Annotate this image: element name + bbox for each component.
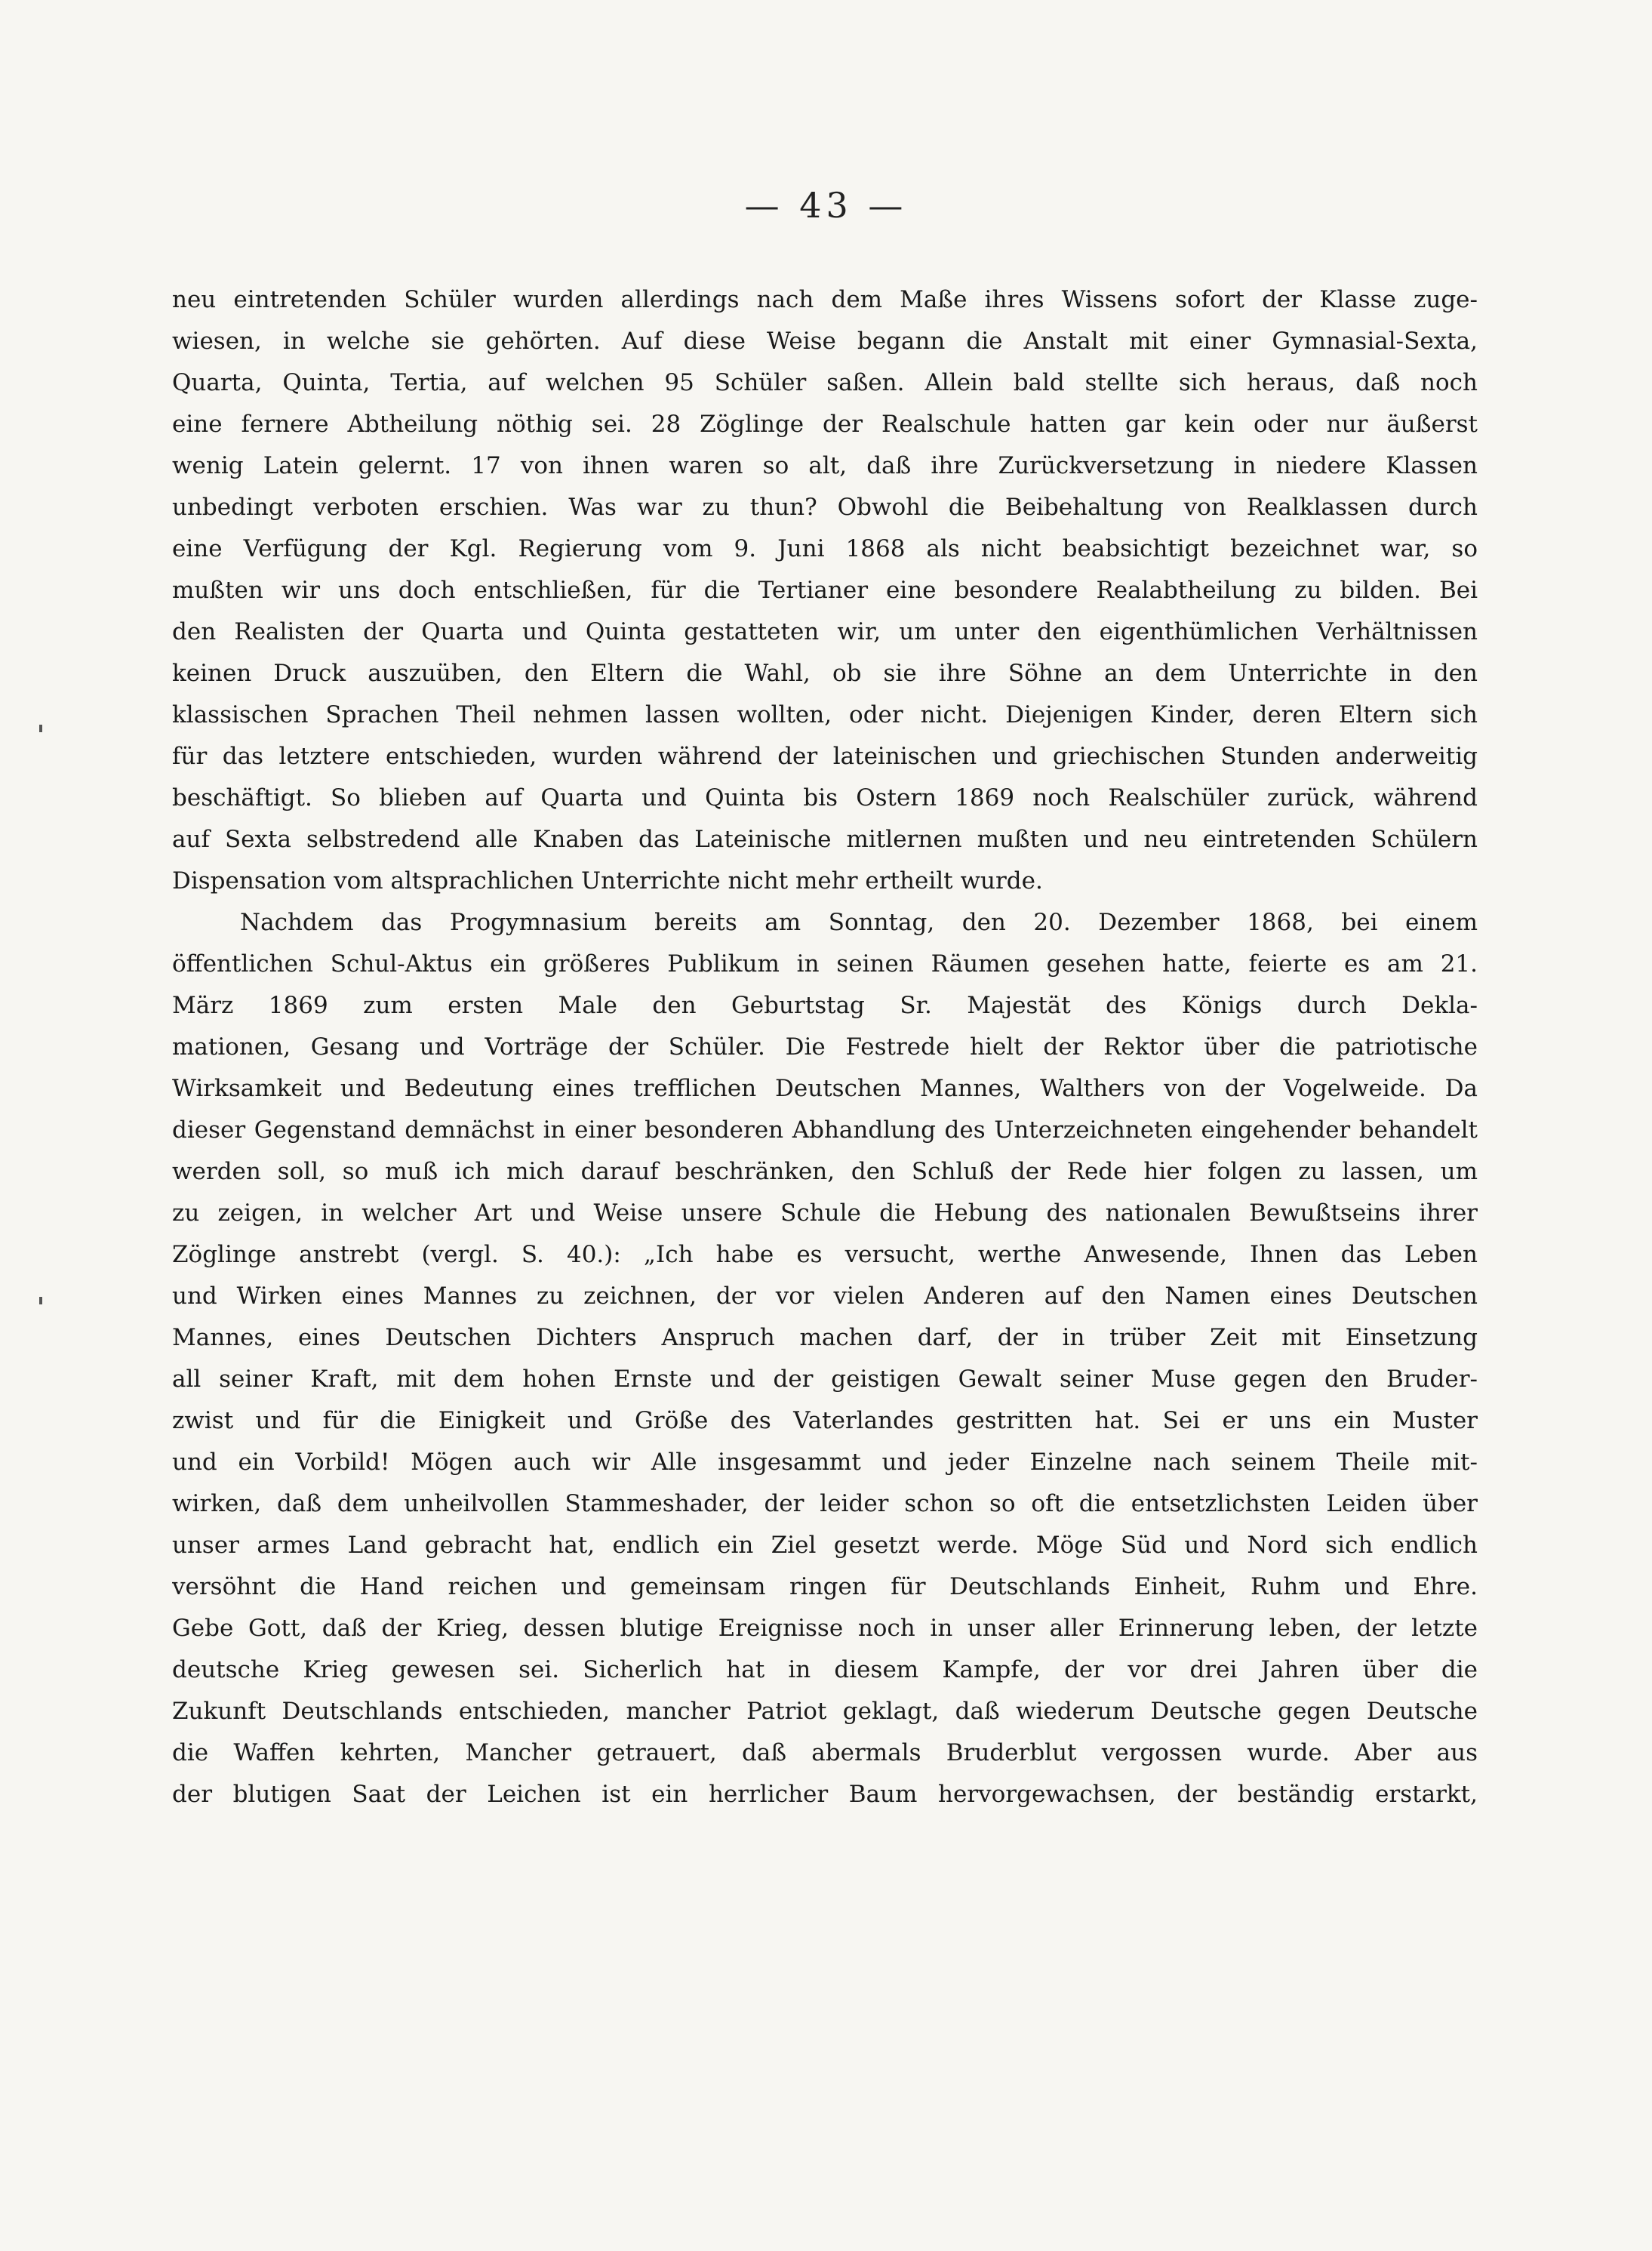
text-line: den Realisten der Quarta und Quinta gestatteten wir, um unter den eigenthümlichen Verhältnissen [172, 618, 1478, 645]
text-line: zwist und für die Einigkeit und Größe des Vaterlandes gestritten hat. Sei er uns ein Muster [172, 1407, 1478, 1434]
text-line: Mannes, eines Deutschen Dichters Anspruch machen darf, der in trüber Zeit mit Einsetzung [172, 1324, 1478, 1351]
text-line: und Wirken eines Mannes zu zeichnen, der vor vielen Anderen auf den Namen eines Deutschen [172, 1283, 1478, 1310]
text-line: klassischen Sprachen Theil nehmen lassen wollten, oder nicht. Diejenigen Kinder, deren Eltern sich [172, 701, 1478, 728]
text-line: eine Verfügung der Kgl. Regierung vom 9. Juni 1868 als nicht beabsichtigt bezeichnet war, so [172, 535, 1478, 562]
text-line: eine fernere Abtheilung nöthig sei. 28 Zöglinge der Realschule hatten gar kein oder nur äußerst [172, 411, 1478, 438]
text-line: Gebe Gott, daß der Krieg, dessen blutige Ereignisse noch in unser aller Erinnerung leben, der letzte [172, 1615, 1478, 1642]
text-line: keinen Druck auszuüben, den Eltern die Wahl, ob sie ihre Söhne an dem Unterrichte in den [172, 660, 1478, 687]
text-line: mußten wir uns doch entschließen, für die Tertianer eine besondere Realabtheilung zu bilden. Bei [172, 577, 1478, 604]
text-line: Quarta, Quinta, Tertia, auf welchen 95 Schüler saßen. Allein bald stellte sich heraus, daß noch [172, 369, 1478, 396]
text-line: für das letztere entschieden, wurden während der lateinischen und griechischen Stunden anderweitig [172, 743, 1478, 770]
text-line: versöhnt die Hand reichen und gemeinsam ringen für Deutschlands Einheit, Ruhm und Ehre. [172, 1573, 1478, 1600]
text-line: die Waffen kehrten, Mancher getrauert, daß abermals Bruderblut vergossen wurde. Aber aus [172, 1739, 1478, 1766]
margin-mark [39, 725, 42, 732]
text-line: unser armes Land gebracht hat, endlich ein Ziel gesetzt werde. Möge Süd und Nord sich endlich [172, 1532, 1478, 1559]
text-line: mationen, Gesang und Vorträge der Schüler. Die Festrede hielt der Rektor über die patriotische [172, 1033, 1478, 1061]
text-line: auf Sexta selbstredend alle Knaben das Lateinische mitlernen mußten und neu eintretenden Schülern [172, 826, 1478, 853]
text-line: Zöglinge anstrebt (vergl. S. 40.): „Ich habe es versucht, werthe Anwesende, Ihnen das Leben [172, 1241, 1478, 1268]
text-line: unbedingt verboten erschien. Was war zu thun? Obwohl die Beibehaltung von Realklassen durch [172, 494, 1478, 521]
text-line: Zukunft Deutschlands entschieden, mancher Patriot geklagt, daß wiederum Deutsche gegen Deutsche [172, 1698, 1478, 1725]
text-line: und ein Vorbild! Mögen auch wir Alle insgesammt und jeder Einzelne nach seinem Theile mit- [172, 1449, 1478, 1476]
text-line: werden soll, so muß ich mich darauf beschränken, den Schluß der Rede hier folgen zu lassen, um [172, 1158, 1478, 1185]
text-line: wiesen, in welche sie gehörten. Auf diese Weise begann die Anstalt mit einer Gymnasial-Sexta, [172, 328, 1478, 355]
text-line: wenig Latein gelernt. 17 von ihnen waren so alt, daß ihre Zurückversetzung in niedere Klassen [172, 452, 1478, 479]
text-line: öffentlichen Schul-Aktus ein größeres Publikum in seinen Räumen gesehen hatte, feierte es am 21. [172, 950, 1478, 978]
page-number: — 43 — [744, 185, 908, 226]
text-line: der blutigen Saat der Leichen ist ein herrlicher Baum hervorgewachsen, der beständig erstarkt, [172, 1781, 1478, 1808]
text-line: zu zeigen, in welcher Art und Weise unsere Schule die Hebung des nationalen Bewußtseins ihrer [172, 1199, 1478, 1227]
text-line: neu eintretenden Schüler wurden allerdings nach dem Maße ihres Wissens sofort der Klasse zuge- [172, 286, 1478, 313]
text-line: März 1869 zum ersten Male den Geburtstag Sr. Majestät des Königs durch Dekla- [172, 992, 1478, 1019]
text-line: Wirksamkeit und Bedeutung eines trefflichen Deutschen Mannes, Walthers von der Vogelweide. Da [172, 1075, 1478, 1102]
text-line: beschäftigt. So blieben auf Quarta und Quinta bis Ostern 1869 noch Realschüler zurück, während [172, 784, 1478, 811]
text-line: deutsche Krieg gewesen sei. Sicherlich hat in diesem Kampfe, der vor drei Jahren über die [172, 1656, 1478, 1683]
text-line: dieser Gegenstand demnächst in einer besonderen Abhandlung des Unterzeichneten eingehender behandelt [172, 1116, 1478, 1144]
margin-mark [39, 1297, 42, 1304]
text-line: Dispensation vom altsprachlichen Unterrichte nicht mehr ertheilt wurde. [172, 867, 1043, 895]
text-line: wirken, daß dem unheilvollen Stammeshader, der leider schon so oft die entsetzlichsten Leiden über [172, 1490, 1478, 1517]
text-line: all seiner Kraft, mit dem hohen Ernste und der geistigen Gewalt seiner Muse gegen den Bruder- [172, 1366, 1478, 1393]
paragraph-start-line: Nachdem das Progymnasium bereits am Sonntag, den 20. Dezember 1868, bei einem [240, 909, 1478, 936]
body-text [172, 279, 1478, 1815]
